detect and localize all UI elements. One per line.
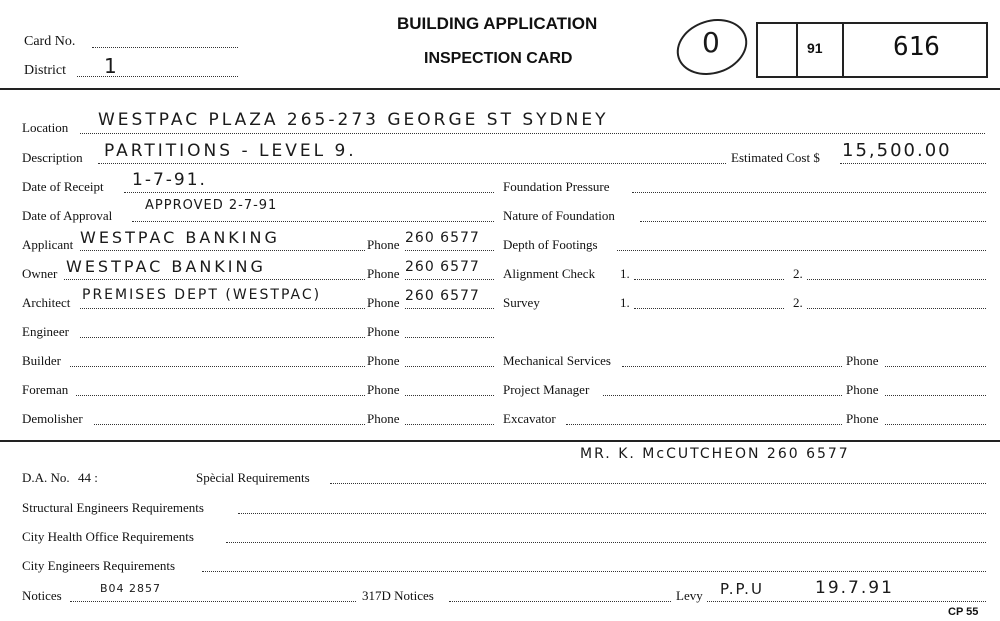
circled-number: 0 <box>702 26 720 59</box>
architect-phone-label: Phone <box>367 295 400 310</box>
description-line <box>98 163 726 164</box>
foundation-pressure-label: Foundation Pressure <box>503 179 610 194</box>
architect-value: PREMISES DEPT (WESTPAC) <box>82 287 322 303</box>
alignment-check-1-label: 1. <box>620 266 630 281</box>
nature-foundation-line <box>640 221 986 222</box>
foreman-line <box>76 395 365 396</box>
survey-label: Survey <box>503 295 540 310</box>
survey-1-line <box>634 308 784 309</box>
demolisher-line <box>94 424 365 425</box>
city-engineers-line <box>202 571 986 572</box>
foundation-pressure-line <box>632 192 986 193</box>
demolisher-label: Demolisher <box>22 411 83 426</box>
owner-value: WESTPAC BANKING <box>66 257 266 276</box>
health-line <box>226 542 986 543</box>
depth-footings-label: Depth of Footings <box>503 237 598 252</box>
applicant-line <box>80 250 365 251</box>
builder-label: Builder <box>22 353 61 368</box>
alignment-check-2-label: 2. <box>793 266 803 281</box>
alignment-check-label: Alignment Check <box>503 266 596 281</box>
nature-foundation-label: Nature of Foundation <box>503 208 615 223</box>
demolisher-phone-label: Phone <box>367 411 400 426</box>
owner-label: Owner <box>22 266 58 281</box>
date-receipt-value: 1-7-91. <box>132 170 207 190</box>
card-no-line <box>92 47 238 48</box>
depth-footings-line <box>617 250 986 251</box>
header-divider <box>0 88 1000 90</box>
date-receipt-line <box>124 192 494 193</box>
applicant-value: WESTPAC BANKING <box>80 228 280 247</box>
notices-label: Notices <box>22 588 62 603</box>
levy-value: P.P.U <box>720 580 764 598</box>
notices-317d-label: 317D Notices <box>362 588 434 603</box>
architect-phone-line <box>405 308 494 309</box>
applicant-phone-label: Phone <box>367 237 400 252</box>
card-number-box <box>756 22 988 78</box>
form-title-line2: INSPECTION CARD <box>424 50 573 67</box>
levy-line <box>707 601 986 602</box>
owner-phone-value: 260 6577 <box>405 259 480 275</box>
city-engineers-label: City Engineers Requirements <box>22 558 176 573</box>
applicant-phone-value: 260 6577 <box>405 230 480 246</box>
alignment-check-1-line <box>634 279 784 280</box>
estimated-cost-label: Estimated Cost $ <box>731 150 820 165</box>
card-number-prefix: 91 <box>807 40 823 56</box>
excavator-phone-label: Phone <box>846 411 879 426</box>
survey-1-label: 1. <box>620 295 630 310</box>
location-label: Location <box>22 120 69 135</box>
form-title-line1: BUILDING APPLICATION <box>397 14 598 33</box>
contact-note: MR. K. McCUTCHEON 260 6577 <box>580 446 850 462</box>
excavator-label: Excavator <box>503 411 556 426</box>
description-label: Description <box>22 150 83 165</box>
architect-label: Architect <box>22 295 71 310</box>
foreman-phone-line <box>405 395 494 396</box>
architect-phone-value: 260 6577 <box>405 288 480 304</box>
date-approval-value: APPROVED 2-7-91 <box>145 198 278 213</box>
description-value: PARTITIONS - LEVEL 9. <box>104 141 357 161</box>
owner-line <box>64 279 365 280</box>
applicant-label: Applicant <box>22 237 74 252</box>
location-value: WESTPAC PLAZA 265-273 GEORGE ST SYDNEY <box>98 110 609 130</box>
location-line <box>80 133 985 134</box>
builder-phone-line <box>405 366 494 367</box>
section-divider <box>0 440 1000 442</box>
special-label: Spècial Requirements <box>196 470 310 485</box>
structural-label: Structural Engineers Requirements <box>22 500 204 515</box>
survey-2-line <box>807 308 986 309</box>
owner-phone-line <box>405 279 494 280</box>
estimated-cost-line <box>840 163 986 164</box>
notices-317d-line <box>449 601 671 602</box>
health-label: City Health Office Requirements <box>22 529 194 544</box>
builder-phone-label: Phone <box>367 353 400 368</box>
engineer-phone-line <box>405 337 494 338</box>
levy-date: 19.7.91 <box>815 578 894 598</box>
district-line <box>77 76 238 77</box>
date-receipt-label: Date of Receipt <box>22 179 104 194</box>
engineer-line <box>80 337 365 338</box>
special-line <box>330 483 986 484</box>
applicant-phone-line <box>405 250 494 251</box>
project-manager-line <box>603 395 842 396</box>
da-label: D.A. No. <box>22 470 70 485</box>
excavator-phone-line <box>885 424 986 425</box>
mechanical-label: Mechanical Services <box>503 353 611 368</box>
demolisher-phone-line <box>405 424 494 425</box>
estimated-cost-value: 15,500.00 <box>842 140 952 161</box>
project-manager-label: Project Manager <box>503 382 590 397</box>
owner-phone-label: Phone <box>367 266 400 281</box>
mechanical-phone-label: Phone <box>846 353 879 368</box>
da-value: 44 : <box>78 470 98 485</box>
architect-line <box>80 308 365 309</box>
builder-line <box>70 366 365 367</box>
card-no-label: Card No. <box>24 34 76 49</box>
survey-2-label: 2. <box>793 295 803 310</box>
foreman-label: Foreman <box>22 382 69 397</box>
engineer-phone-label: Phone <box>367 324 400 339</box>
form-code: CP 55 <box>948 606 979 618</box>
district-label: District <box>24 63 66 78</box>
levy-label: Levy <box>676 588 703 603</box>
card-number: 616 <box>893 32 940 62</box>
alignment-check-2-line <box>807 279 986 280</box>
project-manager-phone-line <box>885 395 986 396</box>
excavator-line <box>566 424 842 425</box>
date-approval-line <box>132 221 494 222</box>
notices-value: B04 2857 <box>100 582 162 595</box>
box-divider-2 <box>842 22 844 78</box>
mechanical-line <box>622 366 842 367</box>
engineer-label: Engineer <box>22 324 69 339</box>
structural-line <box>238 513 986 514</box>
project-manager-phone-label: Phone <box>846 382 879 397</box>
district-value: 1 <box>104 54 119 78</box>
date-approval-label: Date of Approval <box>22 208 113 223</box>
notices-line <box>70 601 356 602</box>
mechanical-phone-line <box>885 366 986 367</box>
foreman-phone-label: Phone <box>367 382 400 397</box>
box-divider-1 <box>796 22 798 78</box>
